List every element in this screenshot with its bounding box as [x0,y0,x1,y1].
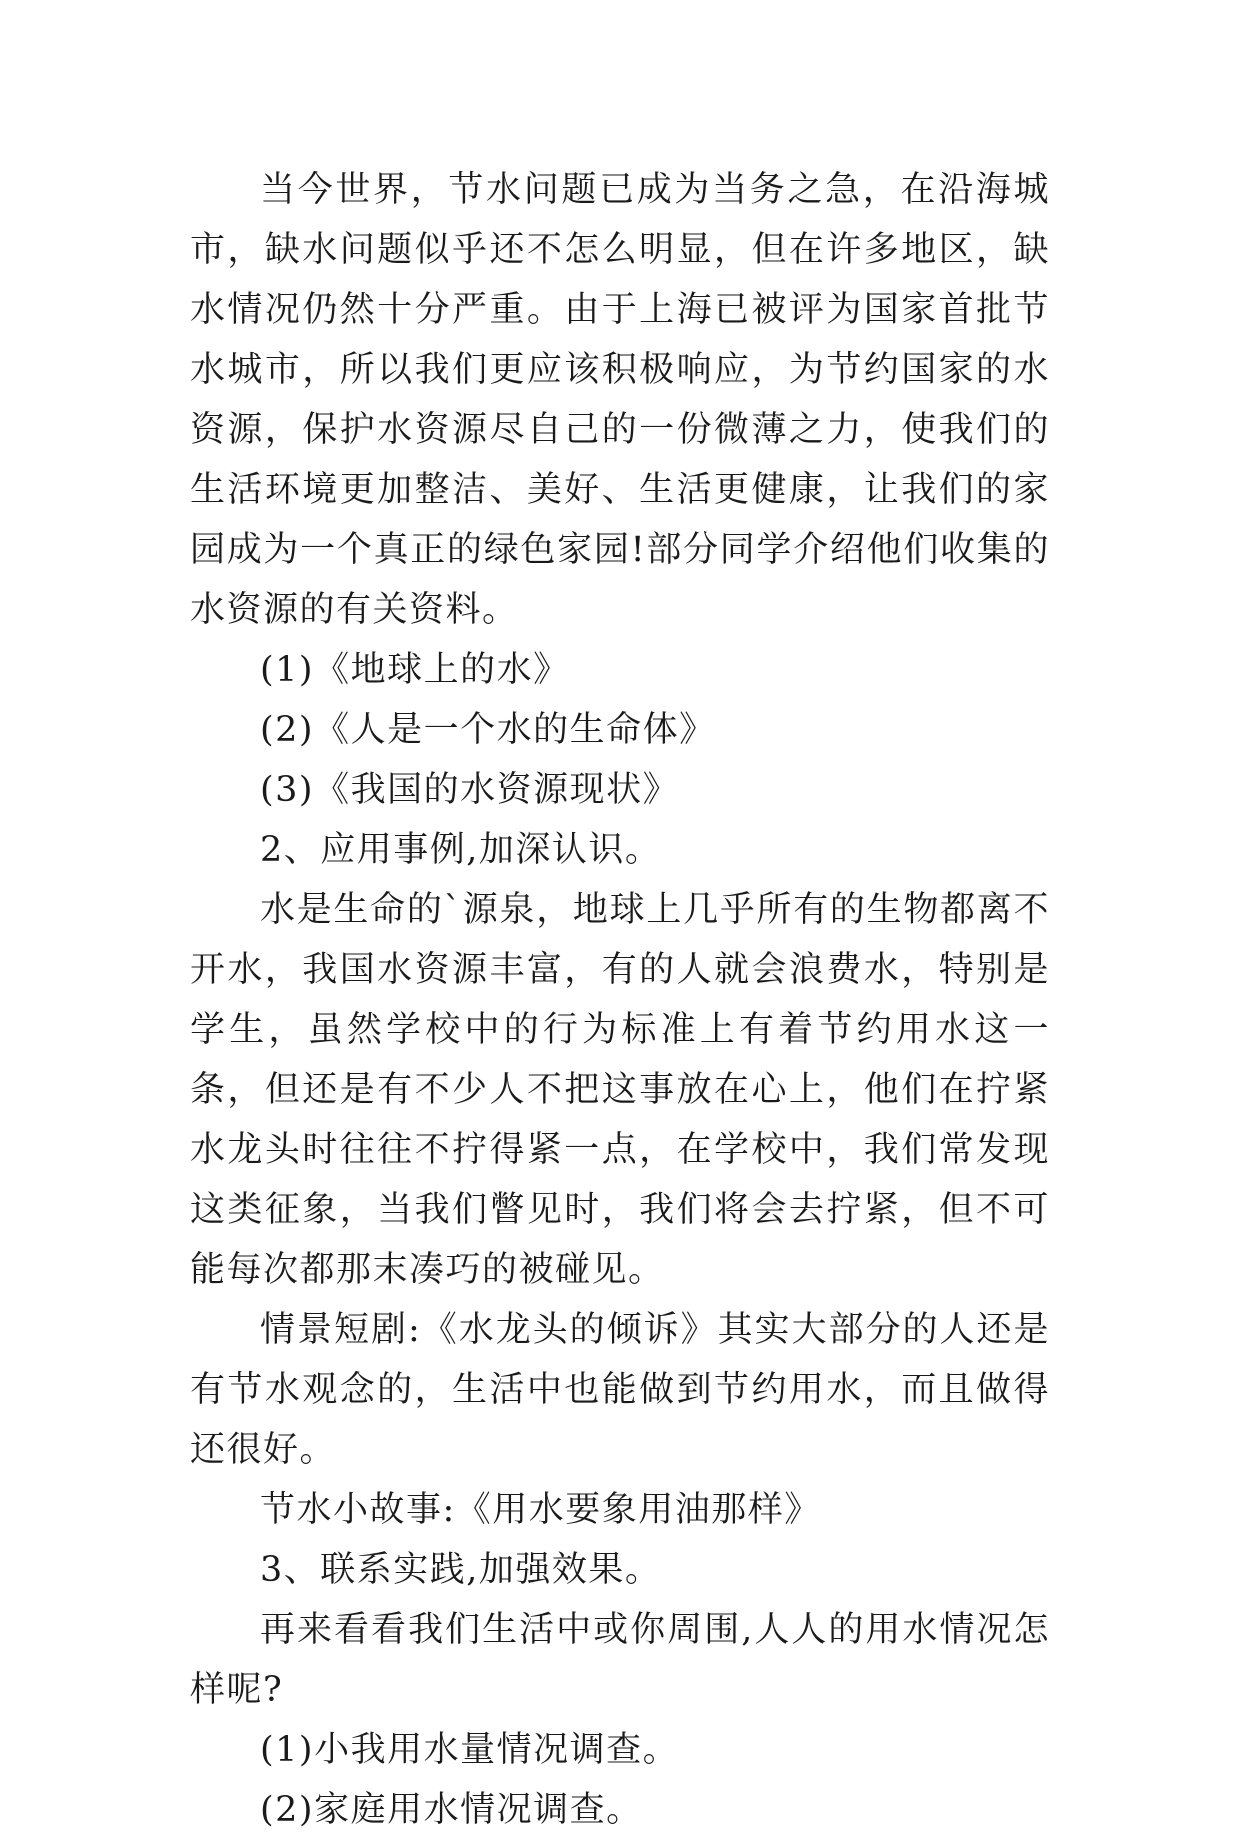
paragraph-intro: 当今世界，节水问题已成为当务之急，在沿海城市，缺水问题似乎还不怎么明显，但在许多地区，缺水情况仍然十分严重。由于上海已被评为国家首批节水城市，所以我们更应该积极响应，为节约国家的水资源，保护水资源尽自己的一份微薄之力，使我们的生活环境更加整洁、美好、生活更健康，让我们的家园成为一个真正的绿色家园!部分同学介绍他们收集的水资源的有关资料。 [190,170,1050,630]
paragraph-story: 节水小故事:《用水要象用油那样》 [260,1490,821,1530]
list-item-earth-water: (1)《地球上的水》 [260,650,570,690]
paragraph-question: 再来看看我们生活中或你周围,人人的用水情况怎样呢? [190,1610,1050,1710]
list-item-water-status: (3)《我国的水资源现状》 [260,770,680,810]
list-item-personal-survey: (1)小我用水量情况调查。 [260,1730,680,1770]
list-item-human-water: (2)《人是一个水的生命体》 [260,710,716,750]
paragraph-short-play: 情景短剧:《水龙头的倾诉》其实大部分的人还是有节水观念的，生活中也能做到节约用水，而且做得还很好。 [190,1310,1050,1470]
list-item-family-survey: (2)家庭用水情况调查。 [260,1790,643,1830]
paragraph-water-source: 水是生命的`源泉，地球上几乎所有的生物都离不开水，我国水资源丰富，有的人就会浪费水，特别是学生，虽然学校中的行为标准上有着节约用水这一条，但还是有不少人不把这事放在心上，他们在拧紧水龙头时往往不拧得紧一点，在学校中，我们常发现这类征象，当我们瞥见时，我们将会去拧紧，但不可能每次都那末凑巧的被碰见。 [190,890,1050,1290]
document-body [190,160,1050,1840]
section-heading-examples: 2、应用事例,加深认识。 [260,830,662,870]
section-heading-practice: 3、联系实践,加强效果。 [260,1550,662,1590]
